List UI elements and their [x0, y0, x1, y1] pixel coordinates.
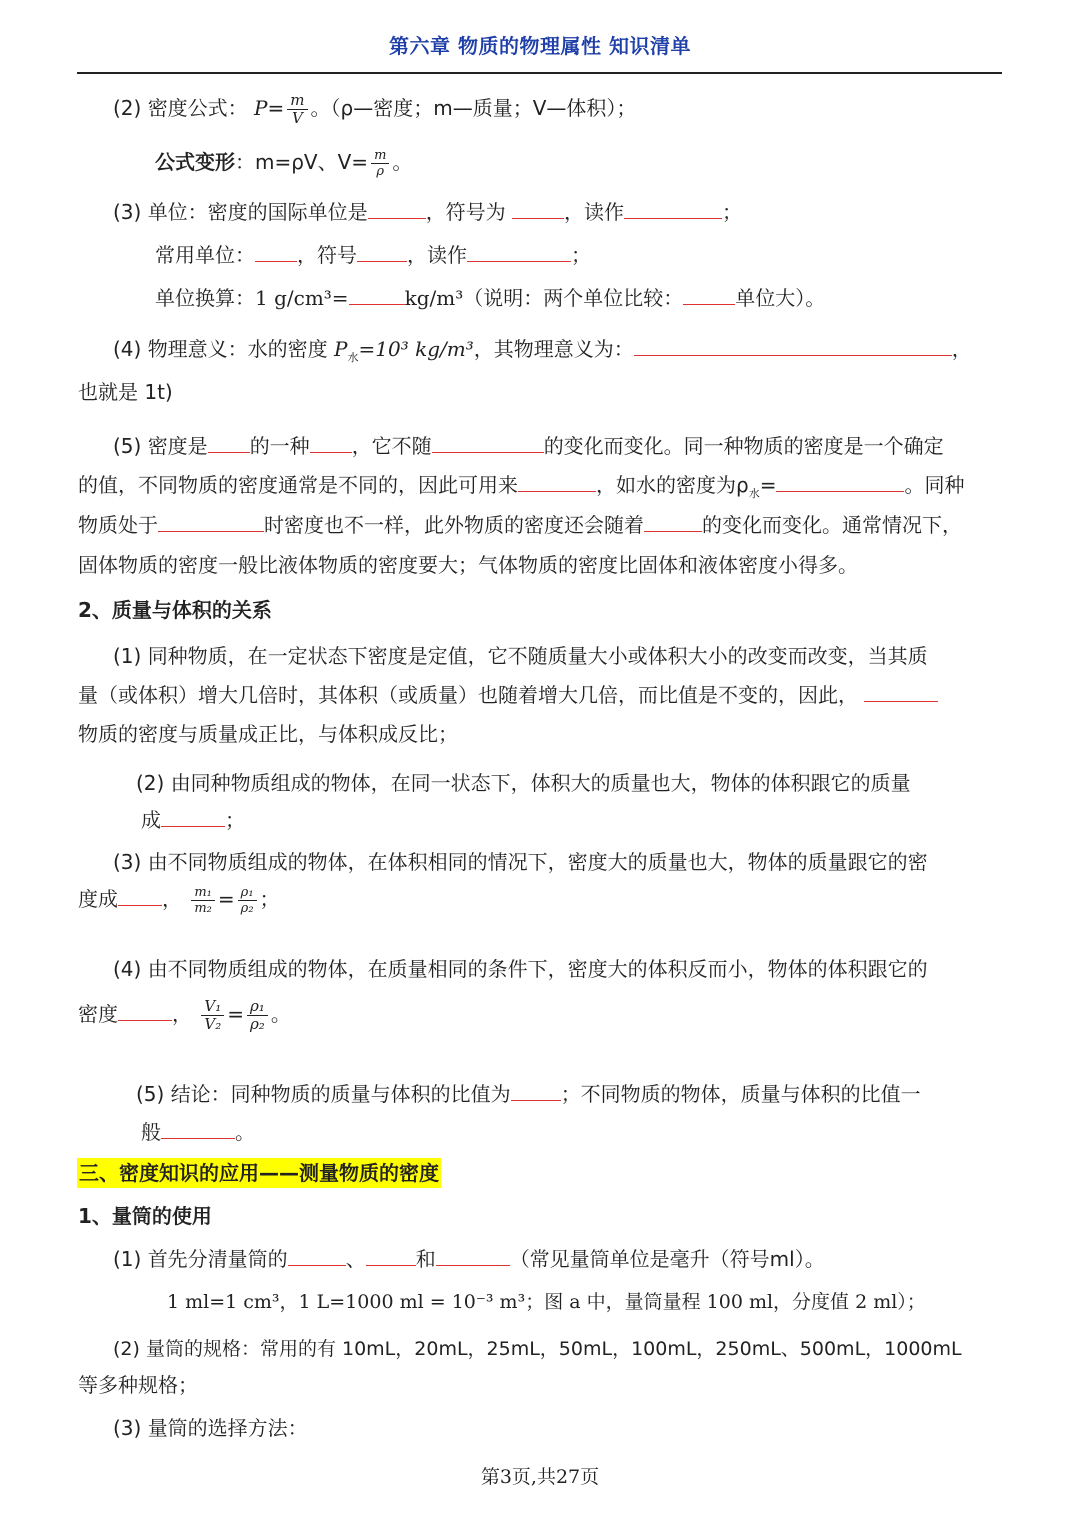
text: （说明：两个单位比较：: [463, 286, 684, 310]
mv-para3-line-2: 度成 ， $\frac{\text{m₁}}{\text{m₂}}$ = $\frac{\text{ρ₁}}{\text{ρ₂}}$ ；: [78, 885, 280, 916]
text: 的值，不同物质的密度通常是不同的，因此可用来: [78, 473, 518, 497]
cylinder-line-2: [167, 1288, 926, 1316]
text: (1) 首先分清量筒的: [113, 1247, 288, 1271]
text: 度成: [78, 887, 118, 911]
text: (3) 单位：密度的国际单位是: [113, 200, 368, 224]
text: 。: [235, 1120, 255, 1144]
fill-blank[interactable]: [208, 432, 250, 453]
frac-den: m₂: [194, 901, 212, 916]
text: 的变化而变化。通常情况下，: [702, 513, 962, 537]
mv-para2-line-2: [141, 806, 245, 834]
text: ；不同物质的物体，质量与体积的比值一: [560, 1082, 921, 1106]
frac-den: ρ: [376, 164, 385, 179]
text: ，: [162, 887, 182, 911]
frac-num: m: [371, 148, 389, 164]
cylinder-spec-line-2: [78, 1371, 198, 1399]
text: 1 ml=1 cm³，1 L=1000 ml = 10⁻³ m³；图 a 中，量筒量程 100 ml，分度值 2 ml）；: [167, 1291, 926, 1313]
text: (1) 同种物质，在一定状态下密度是定值，它不随质量大小或体积大小的改变而改变，当其质: [113, 644, 928, 668]
section-heading-application: [77, 1159, 441, 1187]
meaning-line-1: [113, 335, 972, 372]
text: 等多种规格；: [78, 1373, 198, 1397]
text: ，符号为: [425, 200, 506, 224]
text: 的一种: [249, 434, 310, 458]
fill-blank[interactable]: [683, 284, 735, 305]
bold-label: 公式变形: [155, 150, 235, 174]
text: (3) 量筒的选择方法：: [113, 1416, 308, 1440]
mv-para4-line-2: 密度 ， $\frac{\text{V₁}}{\text{V₂}}$ = $\frac{\text{ρ₁}}{\text{ρ₂}}$ 。: [78, 997, 291, 1033]
frac-num: ρ₁: [238, 885, 257, 901]
text: 单位大）。: [735, 286, 826, 310]
mv-para1-line-3: [78, 720, 458, 748]
cylinder-spec-line-1: [113, 1335, 962, 1363]
text: ，符号: [297, 243, 357, 267]
fill-blank[interactable]: [349, 284, 405, 305]
text: ；: [225, 808, 245, 832]
cylinder-select-line: [113, 1414, 308, 1442]
formula-P: P: [334, 337, 348, 361]
text: 物质处于: [78, 513, 158, 537]
cylinder-line-1: [113, 1245, 825, 1273]
fill-blank[interactable]: [366, 1245, 416, 1266]
density-formula-line: [113, 92, 636, 127]
text: 般: [141, 1120, 161, 1144]
fill-blank[interactable]: [118, 885, 162, 906]
frac-den: V: [291, 109, 303, 127]
fill-blank[interactable]: [467, 241, 571, 262]
text: 。: [270, 1002, 291, 1026]
density-para-line-4: [78, 551, 858, 579]
ratio-fraction-density: [247, 998, 268, 1033]
text: 。: [392, 150, 413, 174]
header-divider: [77, 72, 1002, 74]
text: ，读作: [564, 200, 625, 224]
mv-para2-line-1: [136, 769, 911, 797]
text: =: [759, 473, 777, 497]
fill-blank[interactable]: [368, 198, 426, 219]
fill-blank[interactable]: [255, 241, 297, 262]
conclusion-line-1: [136, 1080, 921, 1108]
text: ，如水的密度为ρ: [596, 473, 749, 497]
ratio-fraction-volume: [201, 998, 224, 1033]
text: (2) 量筒的规格：常用的有 10mL，20mL，25mL，50mL，100mL，250mL、500mL，1000mL: [113, 1338, 962, 1360]
mv-para1-line-2: [78, 681, 938, 709]
text: 的变化而变化。同一种物质的密度是一个确定: [543, 434, 944, 458]
section-heading-cylinder: 1、量筒的使用: [78, 1204, 212, 1228]
fill-blank[interactable]: [518, 471, 596, 492]
frac-num: V₁: [201, 998, 224, 1016]
frac-num: ρ₁: [247, 998, 268, 1016]
text: 量（或体积）增大几倍时，其体积（或质量）也随着增大几倍，而比值是不变的，因此，: [78, 683, 858, 707]
text: 、: [345, 1247, 366, 1271]
formula-fraction: [371, 148, 389, 179]
fill-blank[interactable]: [644, 511, 702, 532]
text: (2) 密度公式：: [113, 96, 248, 120]
text: 。同种: [904, 473, 965, 497]
fill-blank[interactable]: [158, 511, 264, 532]
text: ，读作: [407, 243, 467, 267]
frac-num: m: [287, 92, 307, 110]
ratio-fraction-density: [238, 885, 257, 916]
fill-blank[interactable]: [357, 241, 407, 262]
formula-fraction: [287, 92, 307, 127]
text: 单位换算：: [155, 286, 255, 310]
text: 常用单位：: [155, 243, 255, 267]
subscript: 水: [748, 487, 760, 500]
unit-line-1: [113, 198, 742, 226]
fill-blank[interactable]: [288, 1245, 346, 1266]
fill-blank[interactable]: [776, 471, 904, 492]
formula-eq: =: [267, 96, 285, 120]
density-para-line-2: [78, 471, 964, 508]
text: （常见量筒单位是毫升（符号ml）。: [509, 1247, 825, 1271]
section-heading-mass-volume: 2、质量与体积的关系: [78, 598, 272, 622]
text: ；: [571, 243, 591, 267]
text: 也就是 1t): [78, 380, 173, 404]
highlighted-heading: 三、密度知识的应用——测量物质的密度: [77, 1158, 441, 1188]
text: (4) 物理意义：水的密度: [113, 337, 328, 361]
text: (5) 密度是: [113, 434, 208, 458]
fill-blank[interactable]: [864, 681, 938, 702]
text: kg/m³: [404, 286, 464, 310]
formula-transform-line: [155, 148, 412, 179]
density-para-line-1: [113, 432, 944, 460]
page-number: 第3页,共27页: [480, 1466, 600, 1488]
text: 1 g/cm³=: [255, 286, 349, 310]
fill-blank[interactable]: [432, 432, 544, 453]
text: (2) 由同种物质组成的物体，在同一状态下，体积大的质量也大，物体的体积跟它的质量: [136, 771, 911, 795]
text: ；: [259, 887, 280, 911]
fill-blank[interactable]: [161, 1118, 235, 1139]
fill-blank[interactable]: [436, 1245, 510, 1266]
page-header-title: 第六章 物质的物理属性 知识清单: [389, 34, 691, 58]
text: ，它不随: [351, 434, 432, 458]
fill-blank[interactable]: [511, 1080, 561, 1101]
fill-blank[interactable]: [118, 1000, 172, 1021]
fill-blank[interactable]: [310, 432, 352, 453]
text: 时密度也不一样，此外物质的密度还会随着: [264, 513, 644, 537]
text: 密度: [78, 1002, 118, 1026]
mv-para1-line-1: [113, 642, 928, 670]
frac-den: ρ₂: [249, 1015, 265, 1033]
meaning-line-2: [78, 378, 173, 406]
text: ：m=ρV、V=: [235, 150, 369, 174]
mv-para4-line-1: [113, 955, 928, 983]
text: ，其物理意义为：: [473, 337, 634, 361]
text: 。（ρ—密度；m—质量；V—体积）；: [310, 96, 637, 120]
fill-blank[interactable]: [512, 198, 564, 219]
mv-para3-line-1: [113, 848, 928, 876]
density-para-line-3: [78, 511, 962, 539]
text: 成: [141, 808, 161, 832]
text: ，: [951, 337, 972, 361]
frac-den: V₂: [204, 1015, 222, 1033]
unit-line-2: [155, 241, 591, 269]
frac-num: m₁: [191, 885, 215, 901]
unit-line-3: [155, 284, 825, 312]
fill-blank[interactable]: [161, 806, 225, 827]
fill-blank[interactable]: [624, 198, 722, 219]
frac-den: ρ₂: [240, 901, 254, 916]
text: 和: [415, 1247, 436, 1271]
text: (3) 由不同物质组成的物体，在体积相同的情况下，密度大的质量也大，物体的质量跟它的密: [113, 850, 928, 874]
conclusion-line-2: [141, 1118, 255, 1146]
fill-blank[interactable]: [634, 335, 952, 356]
formula-P: P: [254, 96, 268, 120]
text: ，: [172, 1002, 192, 1026]
text: (5) 结论：同种物质的质量与体积的比值为: [136, 1082, 511, 1106]
ratio-fraction-mass: [191, 885, 215, 916]
text: 固体物质的密度一般比液体物质的密度要大；气体物质的密度比固体和液体密度小得多。: [78, 553, 858, 577]
text: ；: [722, 200, 743, 224]
text: (4) 由不同物质组成的物体，在质量相同的条件下，密度大的体积反而小，物体的体积跟它的: [113, 957, 928, 981]
text: =10³ kg/m³: [358, 337, 474, 361]
subscript: 水: [347, 351, 359, 364]
text: 物质的密度与质量成正比，与体积成反比；: [78, 722, 458, 746]
